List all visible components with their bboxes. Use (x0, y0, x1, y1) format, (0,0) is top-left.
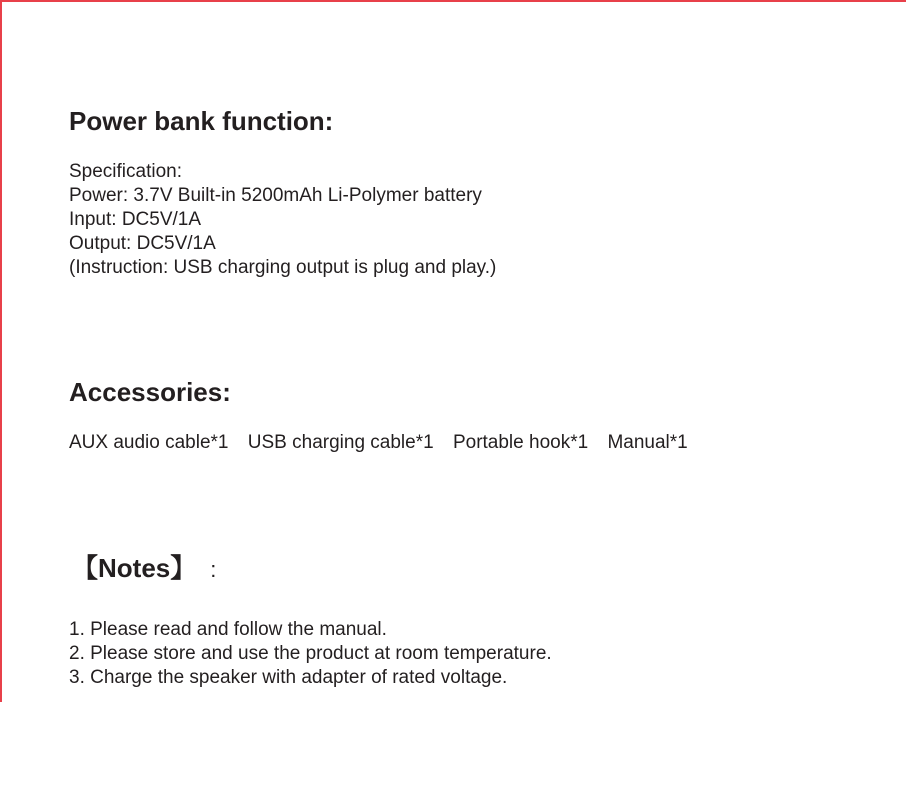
spec-label: Specification: (69, 161, 183, 182)
spec-power: Power: 3.7V Built-in 5200mAh Li-Polymer battery (69, 185, 482, 206)
notes-heading (72, 553, 216, 585)
note-item: 1. Please read and follow the manual. (69, 619, 387, 640)
accessories-list (69, 431, 688, 455)
notes-title: 【Notes】 (72, 553, 197, 583)
accessory-manual: Manual*1 (607, 432, 688, 453)
spec-input: Input: DC5V/1A (69, 209, 202, 230)
spec-instruction: (Instruction: USB charging output is plug and play.) (69, 257, 497, 278)
left-border-line (0, 0, 2, 702)
notes-list (69, 618, 552, 690)
spec-output: Output: DC5V/1A (69, 233, 216, 254)
accessory-portable-hook: Portable hook*1 (452, 432, 589, 453)
note-item: 3. Charge the speaker with adapter of rated voltage. (69, 667, 508, 688)
note-item: 2. Please store and use the product at room temperature. (69, 643, 552, 664)
notes-colon: : (210, 557, 217, 582)
accessory-usb-cable: USB charging cable*1 (247, 432, 434, 453)
accessory-aux-cable: AUX audio cable*1 (69, 432, 229, 453)
power-bank-heading: Power bank function: (69, 106, 334, 136)
accessories-heading: Accessories: (69, 377, 231, 407)
power-bank-spec-list (69, 160, 496, 280)
top-border-line (0, 0, 906, 2)
